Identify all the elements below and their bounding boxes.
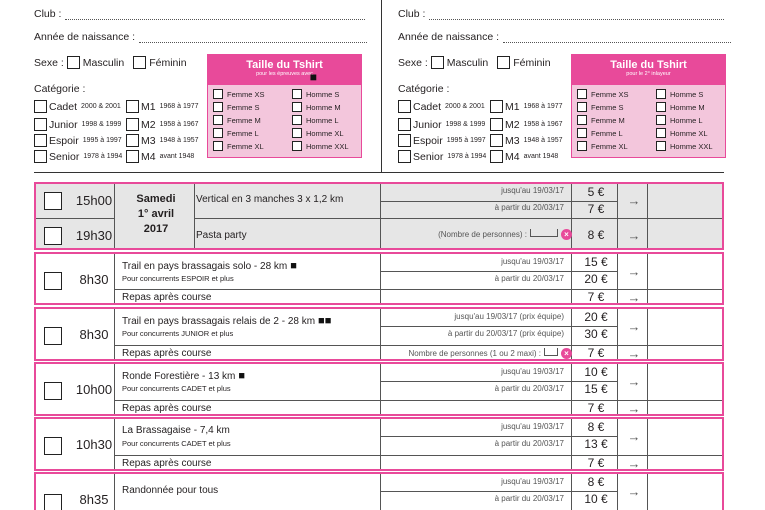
arrow-icon: →: [627, 290, 641, 305]
size-femme-l[interactable]: Femme L: [213, 128, 259, 138]
club-field[interactable]: Club :: [34, 8, 365, 20]
saturday-date: Samedi 1° avril 2017: [136, 193, 176, 235]
tshirt-size-panel-2: [571, 54, 726, 158]
price-condition: à partir du 20/03/17: [494, 203, 564, 212]
trail-solo-checkbox[interactable]: [44, 272, 62, 290]
size-femme-l-2[interactable]: Femme L: [577, 128, 623, 138]
size-femme-s-2[interactable]: Femme S: [577, 102, 624, 112]
event-name: Trail en pays brassagais solo - 28 km ■: [122, 260, 297, 272]
event-subtitle: Pour concurrents CADET et plus: [122, 384, 231, 393]
male-checkbox-2[interactable]: [431, 56, 444, 69]
category-junior-2[interactable]: Junior 1998 & 1999: [398, 118, 485, 131]
price-condition: jusqu'au 19/03/17: [501, 477, 564, 486]
price-condition: à partir du 20/03/17: [494, 384, 564, 393]
size-homme-m[interactable]: Homme M: [292, 102, 341, 112]
arrow-icon: →: [627, 228, 641, 243]
size-homme-xl[interactable]: Homme XL: [292, 128, 344, 138]
tshirt-size-panel: [207, 54, 362, 158]
close-icon: ×: [561, 229, 572, 240]
category-espoir-2[interactable]: Espoir 1995 à 1997: [398, 134, 486, 147]
arrow-icon: →: [627, 429, 641, 444]
price-value: 8 €: [587, 475, 605, 489]
category-cadet-2[interactable]: Cadet 2000 & 2001: [398, 100, 485, 113]
category-title: Catégorie :: [34, 83, 86, 95]
meal-label: Repas après course: [122, 348, 212, 359]
price-value: 5 €: [587, 185, 605, 199]
size-homme-s-2[interactable]: Homme S: [656, 89, 703, 99]
price-value: 7 €: [587, 456, 605, 470]
event-time: 15h00: [75, 193, 113, 208]
sex-selector-2: Sexe : Masculin Féminin: [398, 56, 551, 69]
event-subtitle: Pour concurrents CADET et plus: [122, 439, 231, 448]
category-m1[interactable]: M1 1968 à 1977: [126, 100, 199, 113]
size-homme-s[interactable]: Homme S: [292, 89, 339, 99]
price-condition: jusqu'au 19/03/17: [501, 367, 564, 376]
brassagaise-checkbox[interactable]: [44, 437, 62, 455]
female-checkbox-2[interactable]: [497, 56, 510, 69]
sex-selector: Sexe : Masculin Féminin: [34, 56, 187, 69]
event-trail-relais: [34, 307, 724, 361]
tshirt-icon: ■: [238, 370, 246, 382]
category-m3[interactable]: M3 1948 à 1957: [126, 134, 199, 147]
saturday-block: [34, 182, 724, 250]
size-femme-xs[interactable]: Femme XS: [213, 89, 265, 99]
price-value: 7 €: [587, 290, 605, 304]
event-name: Pasta party: [196, 230, 247, 241]
price-condition: jusqu'au 19/03/17: [501, 422, 564, 431]
size-homme-xxl[interactable]: Homme XXL: [292, 141, 349, 151]
close-icon: ×: [561, 348, 572, 359]
meal-label: Repas après course: [122, 458, 212, 469]
arrow-icon: →: [627, 264, 641, 279]
event-name: La Brassagaise - 7,4 km: [122, 425, 230, 436]
event-brassagaise: [34, 417, 724, 471]
column-divider: [381, 0, 382, 172]
event-time: 19h30: [75, 228, 113, 243]
arrow-icon: →: [627, 193, 641, 208]
persons-count[interactable]: (Nombre de personnes) : ×: [438, 229, 572, 240]
price-value: 15 €: [584, 255, 608, 269]
price-value: 7 €: [587, 401, 605, 415]
price-value: 30 €: [584, 327, 608, 341]
price-value: 13 €: [584, 437, 608, 451]
event-name: Trail en pays brassagais relais de 2 - 28 km ■■: [122, 315, 332, 327]
event-subtitle: Pour concurrents ESPOIR et plus: [122, 274, 234, 283]
size-homme-m-2[interactable]: Homme M: [656, 102, 705, 112]
arrow-icon: →: [627, 374, 641, 389]
event-time: 8h35: [79, 492, 109, 507]
price-value: 15 €: [584, 382, 608, 396]
tshirt-header: Taille du Tshirt pour les épreuves avec ■: [208, 55, 361, 85]
size-homme-xxl-2[interactable]: Homme XXL: [656, 141, 713, 151]
size-homme-l-2[interactable]: Homme L: [656, 115, 703, 125]
female-checkbox[interactable]: [133, 56, 146, 69]
category-espoir[interactable]: Espoir 1995 à 1997: [34, 134, 122, 147]
price-value: 8 €: [587, 228, 605, 242]
price-condition: à partir du 20/03/17: [494, 274, 564, 283]
meal-label: Repas après course: [122, 292, 212, 303]
event-subtitle: Pour concurrents JUNIOR et plus: [122, 329, 234, 338]
price-condition: à partir du 20/03/17: [494, 494, 564, 503]
category-m2-2[interactable]: M2 1958 à 1967: [490, 118, 563, 131]
event-time: 8h30: [79, 272, 109, 287]
size-femme-m-2[interactable]: Femme M: [577, 115, 625, 125]
size-femme-xs-2[interactable]: Femme XS: [577, 89, 629, 99]
event-name: Vertical en 3 manches 3 x 1,2 km: [196, 194, 344, 205]
price-condition: jusqu'au 19/03/17 (prix équipe): [454, 312, 564, 321]
price-value: 7 €: [587, 346, 605, 360]
pasta-party-checkbox[interactable]: [44, 227, 62, 245]
size-femme-xl-2[interactable]: Femme XL: [577, 141, 628, 151]
event-time: 10h30: [75, 437, 113, 452]
persons-count[interactable]: Nombre de personnes (1 ou 2 maxi) : ×: [408, 348, 572, 359]
meal-label: Repas après course: [122, 403, 212, 414]
event-name: Ronde Forestière - 13 km ■: [122, 370, 246, 382]
birth-year-field[interactable]: Année de naissance :: [34, 31, 367, 43]
price-condition: à partir du 20/03/17 (prix équipe): [447, 329, 564, 338]
event-ronde-forestiere: [34, 362, 724, 416]
category-junior[interactable]: Junior 1998 & 1999: [34, 118, 121, 131]
arrow-icon: →: [627, 401, 641, 416]
category-m4[interactable]: M4 avant 1948: [126, 150, 194, 163]
arrow-icon: →: [627, 456, 641, 471]
male-checkbox[interactable]: [67, 56, 80, 69]
price-condition: à partir du 20/03/17: [494, 439, 564, 448]
price-value: 7 €: [587, 202, 605, 216]
size-homme-xl-2[interactable]: Homme XL: [656, 128, 708, 138]
tshirt-icon: ■■: [318, 315, 332, 327]
section-divider: [34, 172, 724, 173]
event-name: Randonnée pour tous: [122, 485, 219, 496]
category-m2[interactable]: M2 1958 à 1967: [126, 118, 199, 131]
category-senior-2[interactable]: Senior 1978 à 1994: [398, 150, 486, 163]
tshirt-icon: ■: [290, 260, 297, 272]
size-femme-m[interactable]: Femme M: [213, 115, 261, 125]
club-field-2[interactable]: Club :: [398, 8, 724, 20]
registration-form-left: [34, 0, 379, 172]
price-condition: jusqu'au 19/03/17: [501, 186, 564, 195]
size-femme-xl[interactable]: Femme XL: [213, 141, 264, 151]
tshirt-icon: ■: [309, 70, 317, 84]
arrow-icon: →: [627, 346, 641, 361]
price-value: 10 €: [584, 492, 608, 506]
trail-relais-checkbox[interactable]: [44, 327, 62, 345]
arrow-icon: →: [627, 319, 641, 334]
price-condition: jusqu'au 19/03/17: [501, 257, 564, 266]
price-value: 8 €: [587, 420, 605, 434]
event-trail-solo: [34, 252, 724, 305]
saturday-vertical-checkbox[interactable]: [44, 192, 62, 210]
category-title-2: Catégorie :: [398, 83, 450, 95]
price-value: 10 €: [584, 365, 608, 379]
birth-year-field-2[interactable]: Année de naissance :: [398, 31, 731, 43]
price-value: 20 €: [584, 310, 608, 324]
event-randonnee: [34, 472, 724, 510]
event-time: 10h00: [75, 382, 113, 397]
registration-form-right: [398, 0, 743, 172]
event-time: 8h30: [79, 327, 109, 342]
category-senior[interactable]: Senior 1978 à 1994: [34, 150, 122, 163]
size-homme-l[interactable]: Homme L: [292, 115, 339, 125]
tshirt-header-2: Taille du Tshirt pour le 2° inlayeur: [572, 55, 725, 85]
size-femme-s[interactable]: Femme S: [213, 102, 260, 112]
randonnee-checkbox[interactable]: [44, 494, 62, 510]
category-m3-2[interactable]: M3 1948 à 1957: [490, 134, 563, 147]
category-m1-2[interactable]: M1 1968 à 1977: [490, 100, 563, 113]
category-m4-2[interactable]: M4 avant 1948: [490, 150, 558, 163]
arrow-icon: →: [627, 484, 641, 499]
category-cadet[interactable]: Cadet 2000 & 2001: [34, 100, 121, 113]
price-value: 20 €: [584, 272, 608, 286]
ronde-checkbox[interactable]: [44, 382, 62, 400]
